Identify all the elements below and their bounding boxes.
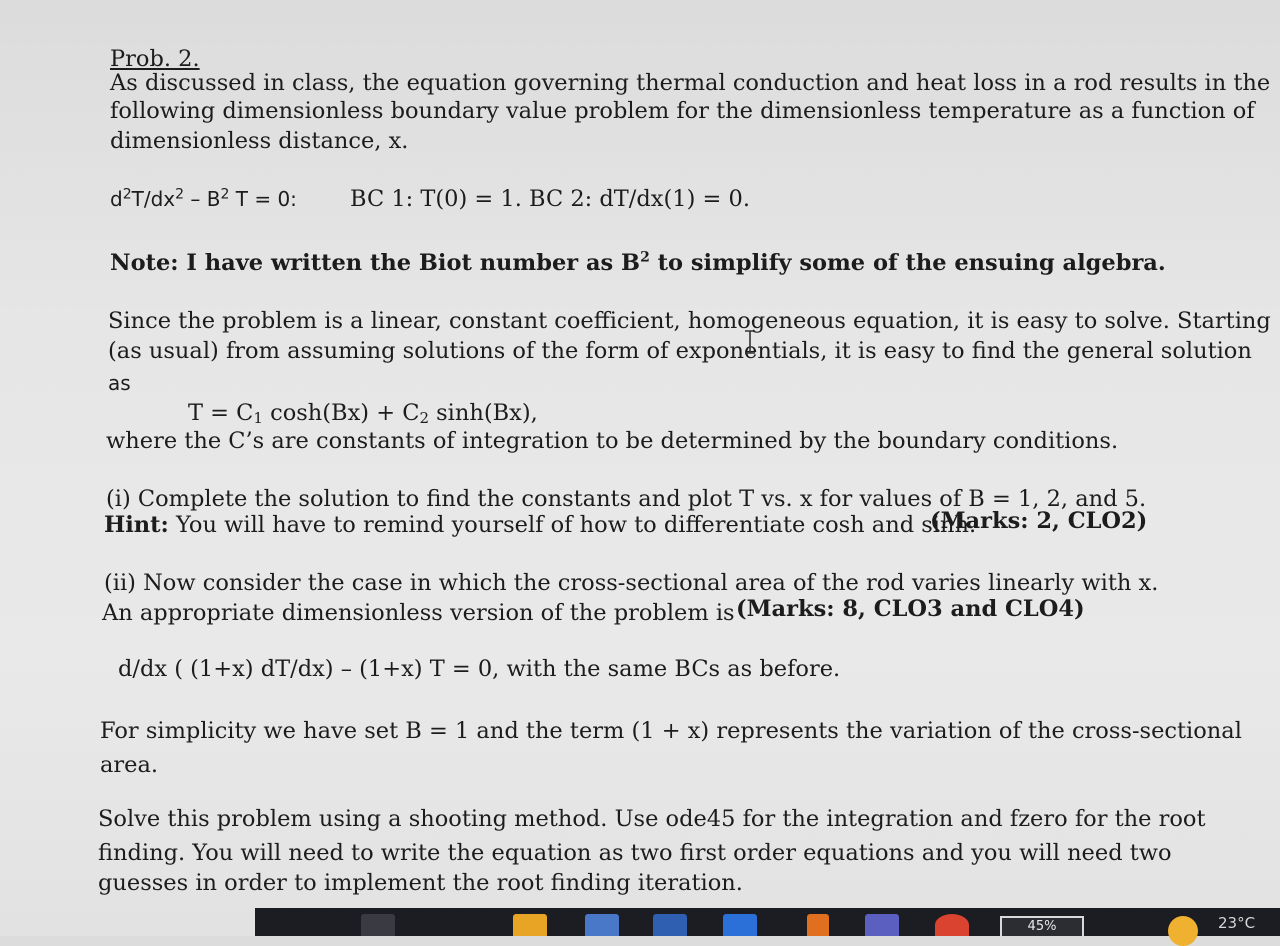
weather-sun-icon [1168,916,1198,946]
mail-icon[interactable] [723,914,757,936]
file-icon[interactable] [361,914,395,936]
constants-note: where the C’s are constants of integration to be determined by the boundary conditions. [106,428,1119,454]
chrome-icon[interactable] [935,914,969,936]
intro-line-1: As discussed in class, the equation governing thermal conduction and heat loss in a rod results in the [110,70,1271,96]
video-app-icon[interactable] [653,914,687,936]
simplicity-line-1: For simplicity we have set B = 1 and the term (1 + x) represents the variation of the cross-sectional [100,718,1242,744]
store-icon[interactable] [585,914,619,936]
note-biot: Note: I have written the Biot number as $B^2$ to simplify some of the ensuing algebra. [110,249,1166,276]
intro-line-3: dimensionless distance, x. [110,128,409,154]
teams-icon[interactable] [865,914,899,936]
part-ii-equation: d/dx ( (1+x) dT/dx) – (1+x) T = 0, with the same BCs as before. [118,656,841,682]
solution-intro-line-2: (as usual) from assuming solutions of the form of exponentials, it is easy to find the general solution [108,338,1252,364]
battery-indicator[interactable]: 45% [1000,916,1084,936]
problem-heading: Prob. 2. [110,46,200,72]
governing-equation: $d^2T/dx^2 - B^2$ T = 0: [110,186,297,211]
general-solution: $T = C_1$ $\cosh(Bx) + C_2$ sinh(Bx), [188,400,538,427]
taskbar [255,908,1280,936]
text-cursor-icon [743,330,757,354]
shooting-line-1: Solve this problem using a shooting method. Use ode45 for the integration and fzero for the root [98,806,1206,832]
shooting-line-2: finding. You will need to write the equation as two first order equations and you will need two [98,840,1172,866]
matlab-icon[interactable] [807,914,829,936]
part-i-marks: (Marks: 2, CLO2) [930,508,1148,534]
folder-icon[interactable] [513,914,547,936]
shooting-line-3: guesses in order to implement the root finding iteration. [98,870,743,896]
part-i-hint: Hint: You will have to remind yourself of how to differentiate cosh and sinh. [104,512,977,538]
solution-intro-line-1: Since the problem is a linear, constant coefficient, homogeneous equation, it is easy to solve. Starting [108,308,1271,334]
intro-line-2: following dimensionless boundary value problem for the dimensionless temperature as a function of [110,98,1255,124]
simplicity-line-2: area. [100,752,159,778]
part-ii-line-2: An appropriate dimensionless version of the problem is [102,600,735,626]
part-ii-statement: (ii) Now consider the case in which the cross-sectional area of the rod varies linearly with x. [104,570,1159,596]
temperature-readout[interactable]: 23°C [1218,914,1256,932]
part-i-statement: (i) Complete the solution to find the constants and plot T vs. x for values of B = 1, 2, and 5. [106,486,1147,512]
boundary-conditions: BC 1: T(0) = 1. BC 2: dT/dx(1) = 0. [350,186,750,212]
part-ii-marks: (Marks: 8, CLO3 and CLO4) [736,596,1085,622]
solution-intro-line-3: as [108,371,131,395]
